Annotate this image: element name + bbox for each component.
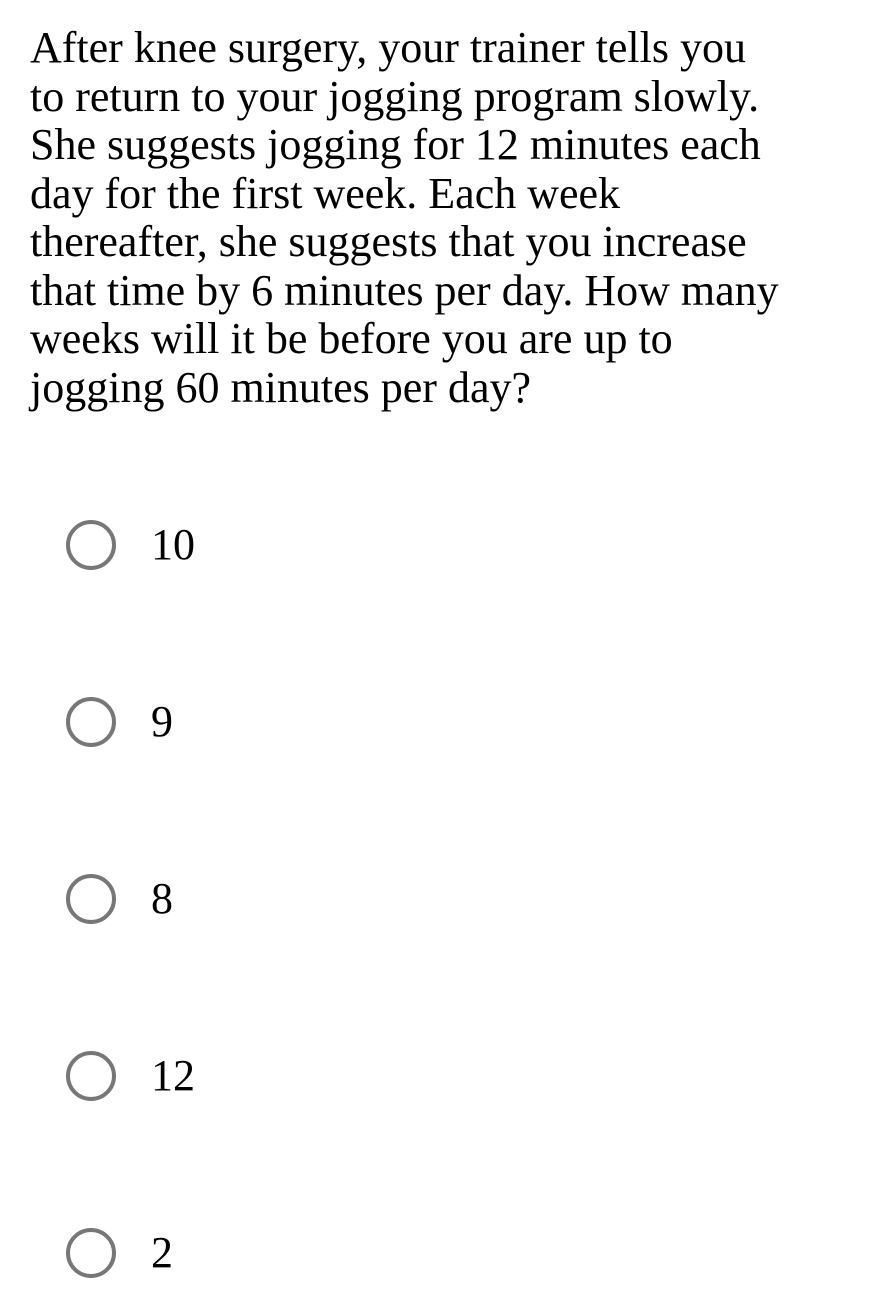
radio-button[interactable] — [66, 520, 116, 570]
answer-option-2[interactable] — [66, 692, 173, 752]
question-line: that time by 6 minutes per day. How many — [30, 265, 779, 315]
answer-option-5[interactable] — [66, 1223, 173, 1283]
question-line: She suggests jogging for 12 minutes each — [30, 120, 761, 169]
question-line: jogging 60 minutes per day? — [30, 362, 532, 412]
question-text — [30, 24, 870, 412]
answer-option-label: 8 — [151, 874, 173, 923]
answer-option-1[interactable] — [66, 515, 195, 575]
question-line: After knee surgery, your trainer tells you — [30, 23, 746, 72]
question-line: weeks will it be before you are up to — [30, 314, 673, 363]
answer-option-label: 12 — [151, 1051, 195, 1100]
radio-button[interactable] — [66, 1051, 116, 1101]
answer-option-label: 9 — [151, 697, 173, 746]
answer-option-3[interactable] — [66, 869, 173, 929]
answer-option-label: 2 — [151, 1228, 173, 1277]
radio-button[interactable] — [66, 1228, 116, 1278]
question-line: to return to your jogging program slowly. — [30, 71, 760, 121]
answer-option-4[interactable] — [66, 1046, 195, 1106]
radio-button[interactable] — [66, 697, 116, 747]
question-line: day for the first week. Each week — [30, 168, 621, 218]
radio-button[interactable] — [66, 874, 116, 924]
answer-option-label: 10 — [151, 520, 195, 569]
question-line: thereafter, she suggests that you increase — [30, 217, 747, 266]
